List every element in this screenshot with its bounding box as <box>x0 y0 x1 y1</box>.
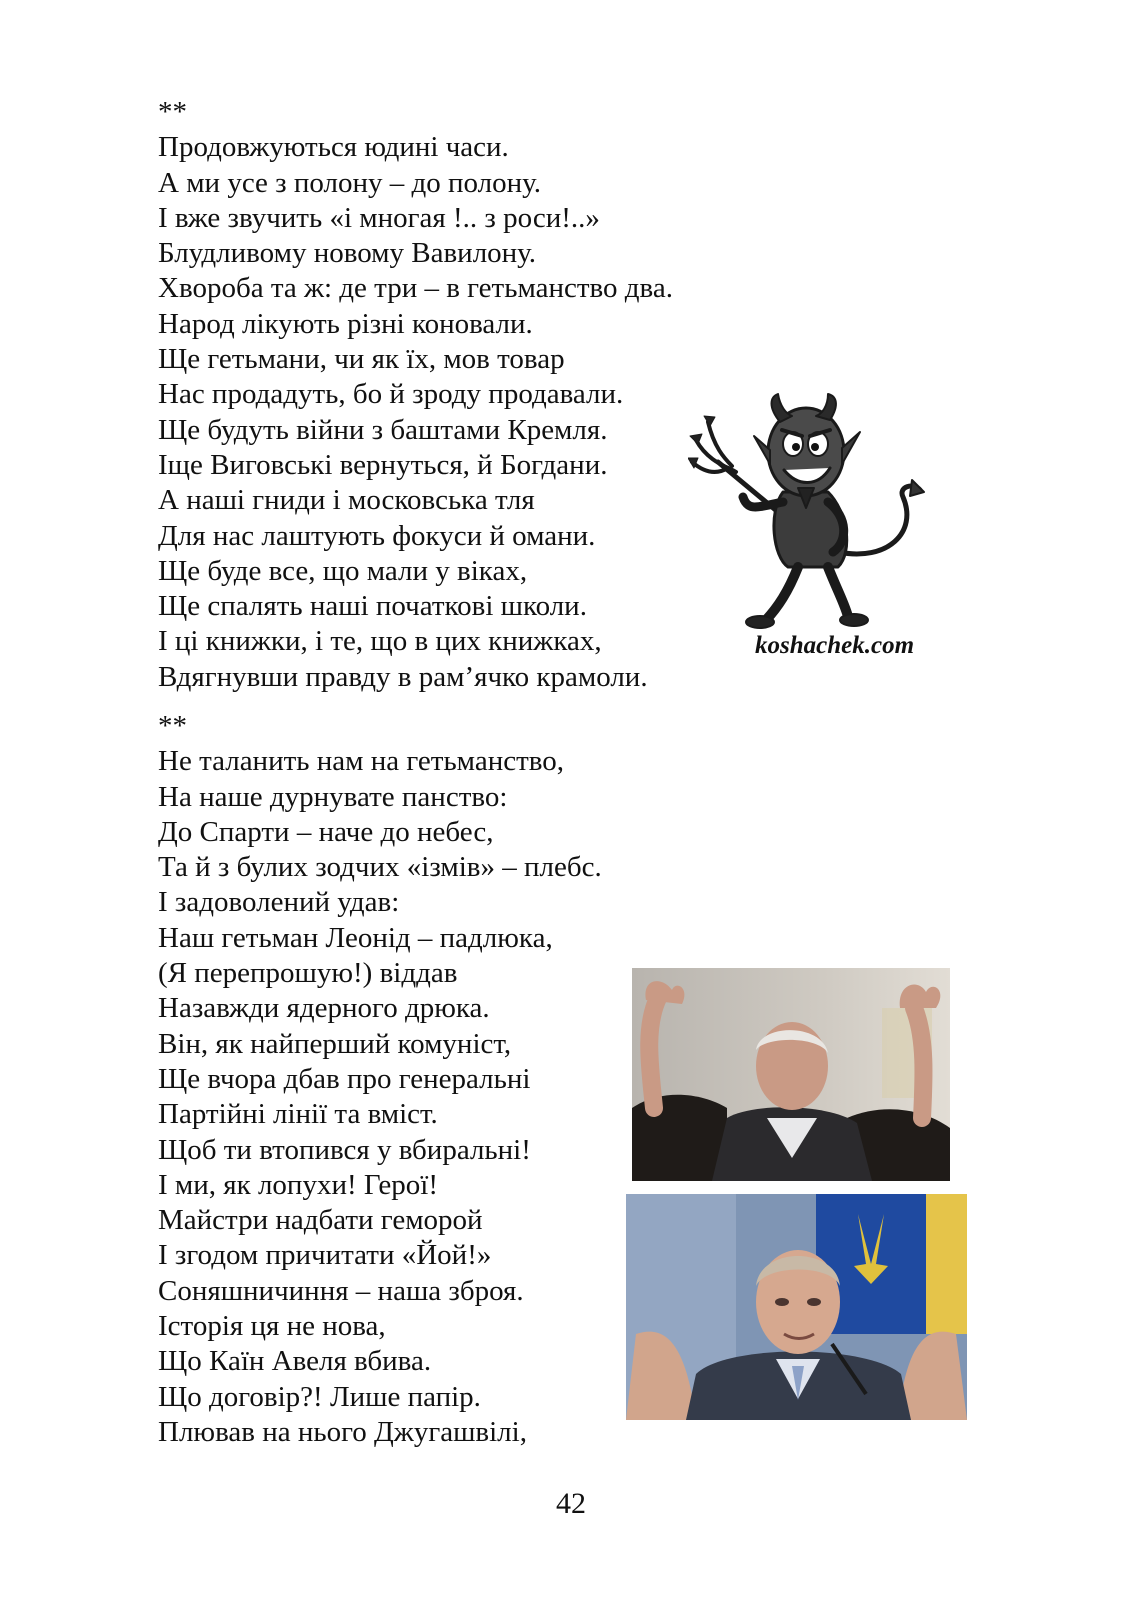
poem-line: Не таланить нам на гетьманство, <box>158 745 564 778</box>
poem-line: Майстри надбати геморой <box>158 1204 483 1237</box>
poem-line: Народ лікують різні коновали. <box>158 307 533 340</box>
photo-man-shrugging-image <box>626 1194 967 1420</box>
poem-line: Вдягнувши правду в рам’ячко крамоли. <box>158 660 648 693</box>
devil-cartoon-illustration <box>688 392 926 634</box>
poem-line: Іще Виговські вернуться, й Богдани. <box>158 448 608 481</box>
poem-line: До Спарти – наче до небес, <box>158 815 494 848</box>
poem-line: А наші гниди і московська тля <box>158 484 535 517</box>
poem-line: Соняшничиння – наша зброя. <box>158 1274 524 1307</box>
page-number: 42 <box>556 1487 586 1520</box>
photo-man-shrugging <box>626 1194 967 1420</box>
poem-line: Ще гетьмани, чи як їх, мов товар <box>158 343 565 376</box>
illustration-source-caption: koshachek.com <box>755 632 915 659</box>
poem-line: І задоволений удав: <box>158 886 400 919</box>
poem-line: І ми, як лопухи! Герої! <box>158 1168 439 1201</box>
poem-line: Назавжди ядерного дрюка. <box>158 992 490 1025</box>
poem-line: Ще вчора дбав про генеральні <box>158 1062 531 1095</box>
poem-line: Ще спалять наші початкові школи. <box>158 590 587 623</box>
poem-line: Блудливому новому Вавилону. <box>158 237 537 270</box>
poem-line: Нас продадуть, бо й зроду продавали. <box>158 378 624 411</box>
poem-line: Для нас лаштують фокуси й омани. <box>158 519 596 552</box>
poem-line: (Я перепрошую!) віддав <box>158 957 458 990</box>
photo-man-raising-hands <box>632 968 950 1181</box>
photo-man-raising-hands-image <box>632 968 950 1181</box>
poem-line: Партійні лінії та вміст. <box>158 1098 438 1131</box>
poem-line: І згодом причитати «Йой!» <box>158 1239 492 1272</box>
poem-line: Щоб ти втопився у вбиральні! <box>158 1133 531 1166</box>
poem-line: Плював на нього Джугашвілі, <box>158 1415 527 1448</box>
poem-line: Хвороба та ж: де три – в гетьманство два. <box>158 272 673 305</box>
poem-second <box>158 709 602 1450</box>
poem-line: І ці книжки, і те, що в цих книжках, <box>158 625 602 658</box>
poem-line: Наш гетьман Леонід – падлюка, <box>158 921 553 954</box>
poem-line: ** <box>158 96 187 128</box>
poem-line: Історія ця не нова, <box>158 1310 386 1343</box>
poem-line: На наше дурнувате панство: <box>158 780 508 813</box>
poem-line: Він, як найперший комуніст, <box>158 1027 512 1060</box>
poem-line: Ще буде все, що мали у віках, <box>158 554 528 587</box>
poem-line: Продовжуються юдині часи. <box>158 131 509 164</box>
poem-line: Та й з булих зодчих «ізмів» – плебс. <box>158 851 602 884</box>
poem-line: Що Каїн Авеля вбива. <box>158 1345 432 1378</box>
poem-line: Ще будуть війни з баштами Кремля. <box>158 413 608 446</box>
poem-first <box>158 95 673 695</box>
poem-line: А ми усе з полону – до полону. <box>158 166 541 199</box>
poem-line: Що договір?! Лише папір. <box>158 1380 481 1413</box>
poem-line: І вже звучить «і многая !.. з роси!..» <box>158 201 600 234</box>
poem-line: ** <box>158 710 187 742</box>
